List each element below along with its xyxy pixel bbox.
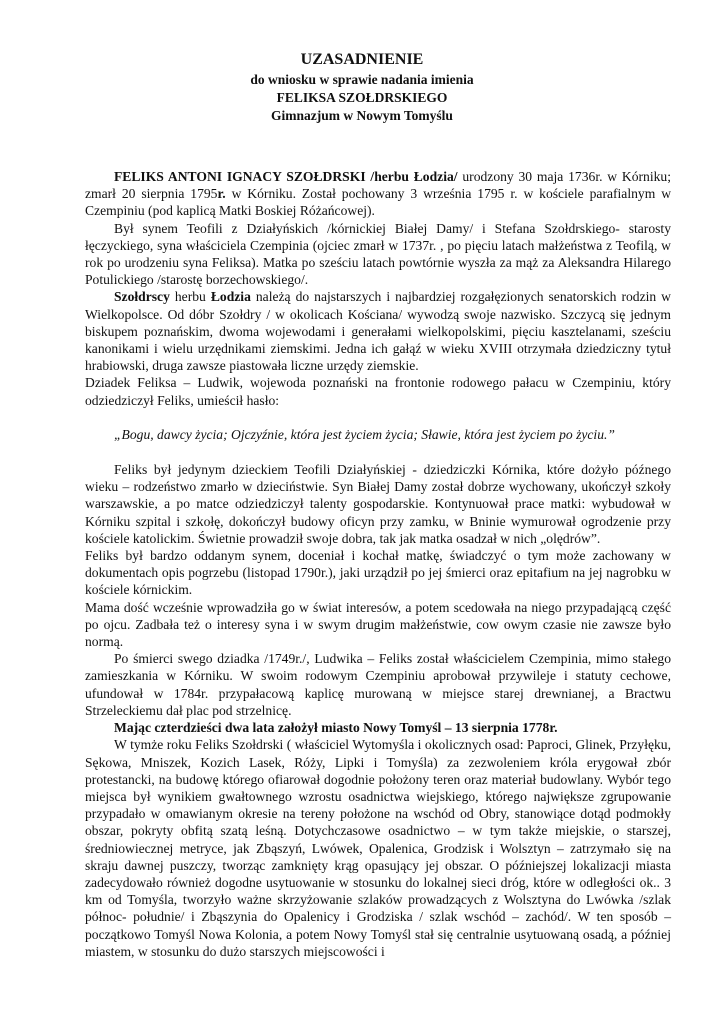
- paragraph-parents: Był synem Teofili z Działyńskich /kórnickiej Białej Damy/ i Stefana Szołdrskiego- starosty łęczyckiego, syna właściciela Czempinia (ojciec zmarł w 1737r. , po pięciu latach małżeństwa z Teofilą, w rok po urodzeniu syna Feliksa). Matka po sześciu latach powtórnie wyszła za mąż za Aleksandra Hilarego Potulickiego /starostę borzechowskiego/.: [85, 220, 671, 288]
- paragraph-only-child: Feliks był jedynym dzieckiem Teofili Działyńskiej - dziedziczki Kórnika, które dożyło późnego wieku – rodzeństwo zmarło w dzieciństwie. Syn Białej Damy został dobrze wychowany, ukończył szkoły warszawskie, a po matce odziedziczył talenty gospodarskie. Kontynuował prace matki: wybudował w Kórniku szpital i szkołę, dokończył budowy oficyn przy zamku, w Bninie wymurował ogrodzenie przy kościele katolickim. Świetnie prowadził swoje dobra, tak jak matka osadzał w nich „olędrów”.: [85, 462, 671, 546]
- document-body: [85, 168, 671, 960]
- patron-full-name: FELIKS ANTONI IGNACY SZOŁDRSKI /herbu Łodzia/: [114, 169, 458, 184]
- paragraph-founding: [85, 719, 671, 736]
- paragraph-town-history: W tymże roku Feliks Szołdrski ( właściciel Wytomyśla i okolicznych osad: Paproci, Glinek, Przyłęku, Sękowa, Mniszek, Kozich Lasek, Róży, Lipki i Tomyśla) za zezwoleniem króla erygował zbór protestancki, na budowę którego ofiarował dogodnie położony teren oraz materiał budowlany. Wybór tego miejsca był wynikiem gwałtownego wzrostu osadnictwa wiejskiego, którego największe zgrupowanie przypadało w omawianym okresie na tereny położone na wschód od Obry, stanowiące dotąd podmokły obszar, pokryty obfitą szatą leśną. Dotychczasowe osadnictwo – w tym także miejskie, o starszej, średniowiecznej metryce, jak Zbąszyń, Lwówek, Opalenica, Grodzisk i Wolsztyn – zatrzymało się na skraju dawnej puszczy, tworząc zamknięty krąg opasujący jej obszar. O późniejszej lokalizacji miasta zadecydowało również dogodne usytuowanie w stosunku do lokalnej sieci dróg, które w odległości ok.. 3 km od Tomyśla, tworzyło ważne skrzyżowanie szlaków prowadzących z Wolsztyna do Lwówka /szlak północ- południe/ i Zbąszynia do Opalenicy i Grodziska / szlak wschód – zachód/. W ten sposób – początkowo Tomyśl Nowa Kolonia, a potem Nowy Tomyśl stał się centralnie usytuowaną osadą, a później miastem, w stosunku do dużo starszych miejscowości i: [85, 737, 671, 959]
- subtitle-line-1: do wniosku w sprawie nadania imienia: [250, 72, 474, 87]
- motto-quote: „Bogu, dawcy życia; Ojczyźnie, która jest życiem życia; Sławie, która jest życiem po życiu.”: [114, 426, 615, 442]
- paragraph-birth: FELIKS ANTONI IGNACY SZOŁDRSKI /herbu Łodzia/ urodzony 30 maja 1736r. w Kórniku; zmarł 20 sierpnia 1795r. w Kórniku. Został pochowany 3 września 1795 r. w kościele parafialnym w Czempiniu (pod kaplicą Matki Boskiej Różańcowej).: [85, 169, 672, 219]
- paragraph-devoted-son: Feliks był bardzo oddanym synem, doceniał i kochał matkę, świadczyć o tym może zachowany w dokumentach opis pogrzebu (listopad 1790r.), jaki urządził po jej śmierci oraz epitafium na jej nagrobku w kościele kórnickim.: [85, 548, 671, 598]
- paragraph-grandfather: Dziadek Feliksa – Ludwik, wojewoda poznański na frontonie rodowego pałacu w Czempiniu, który odziedziczył Feliks, umieścił hasło:: [85, 375, 671, 408]
- document-title: UZASADNIENIE: [300, 51, 424, 68]
- paragraph-mother: Mama dość wcześnie wprowadziła go w świat interesów, a potem scedowała na niego przypadającą część po ojcu. Zadbała też o interesy syna i w swym drugim małżeństwie, cow owym czasie nie zawsze było normą.: [85, 599, 671, 650]
- paragraph-czempin: Po śmierci swego dziadka /1749r./, Ludwika – Feliks został właścicielem Czempinia, mimo stałego zamieszkania w Kórniku. W swoim rodowym Czempiniu aprobował przywileje i statuty cechowe, ufundował w 1784r. przypałacową kaplicę murowaną w miejsce starej drewnianej, a Bractwu Strzeleckiemu dał plac pod strzelnicę.: [85, 651, 671, 718]
- paragraph-family: Szołdrscy herbu Łodzia należą do najstarszych i najbardziej rozgałęzionych senatorskich rodzin w Wielkopolsce. Od dóbr Szołdry / w okolicach Kościana/ wywodzą swoje nazwisko. Szczycą się jednym biskupem poznańskim, dwoma wojewodami i generałami wielkopolskimi, pięciu kasztelanami, sześciu kanonikami i wielu urzędnikami ziemskimi. Jedna ich gałąź w wieku XVIII otrzymała dziedziczny tytuł hrabiowski, druga zawsze piastowała liczne urzędy ziemskie.: [85, 289, 671, 374]
- subtitle-school-name: Gimnazjum w Nowym Tomyślu: [271, 108, 453, 123]
- founding-statement: Mając czterdzieści dwa lata założył miasto Nowy Tomyśl – 13 sierpnia 1778r.: [114, 720, 558, 736]
- subtitle-patron-name: FELIKSA SZOŁDRSKIEGO: [276, 90, 448, 105]
